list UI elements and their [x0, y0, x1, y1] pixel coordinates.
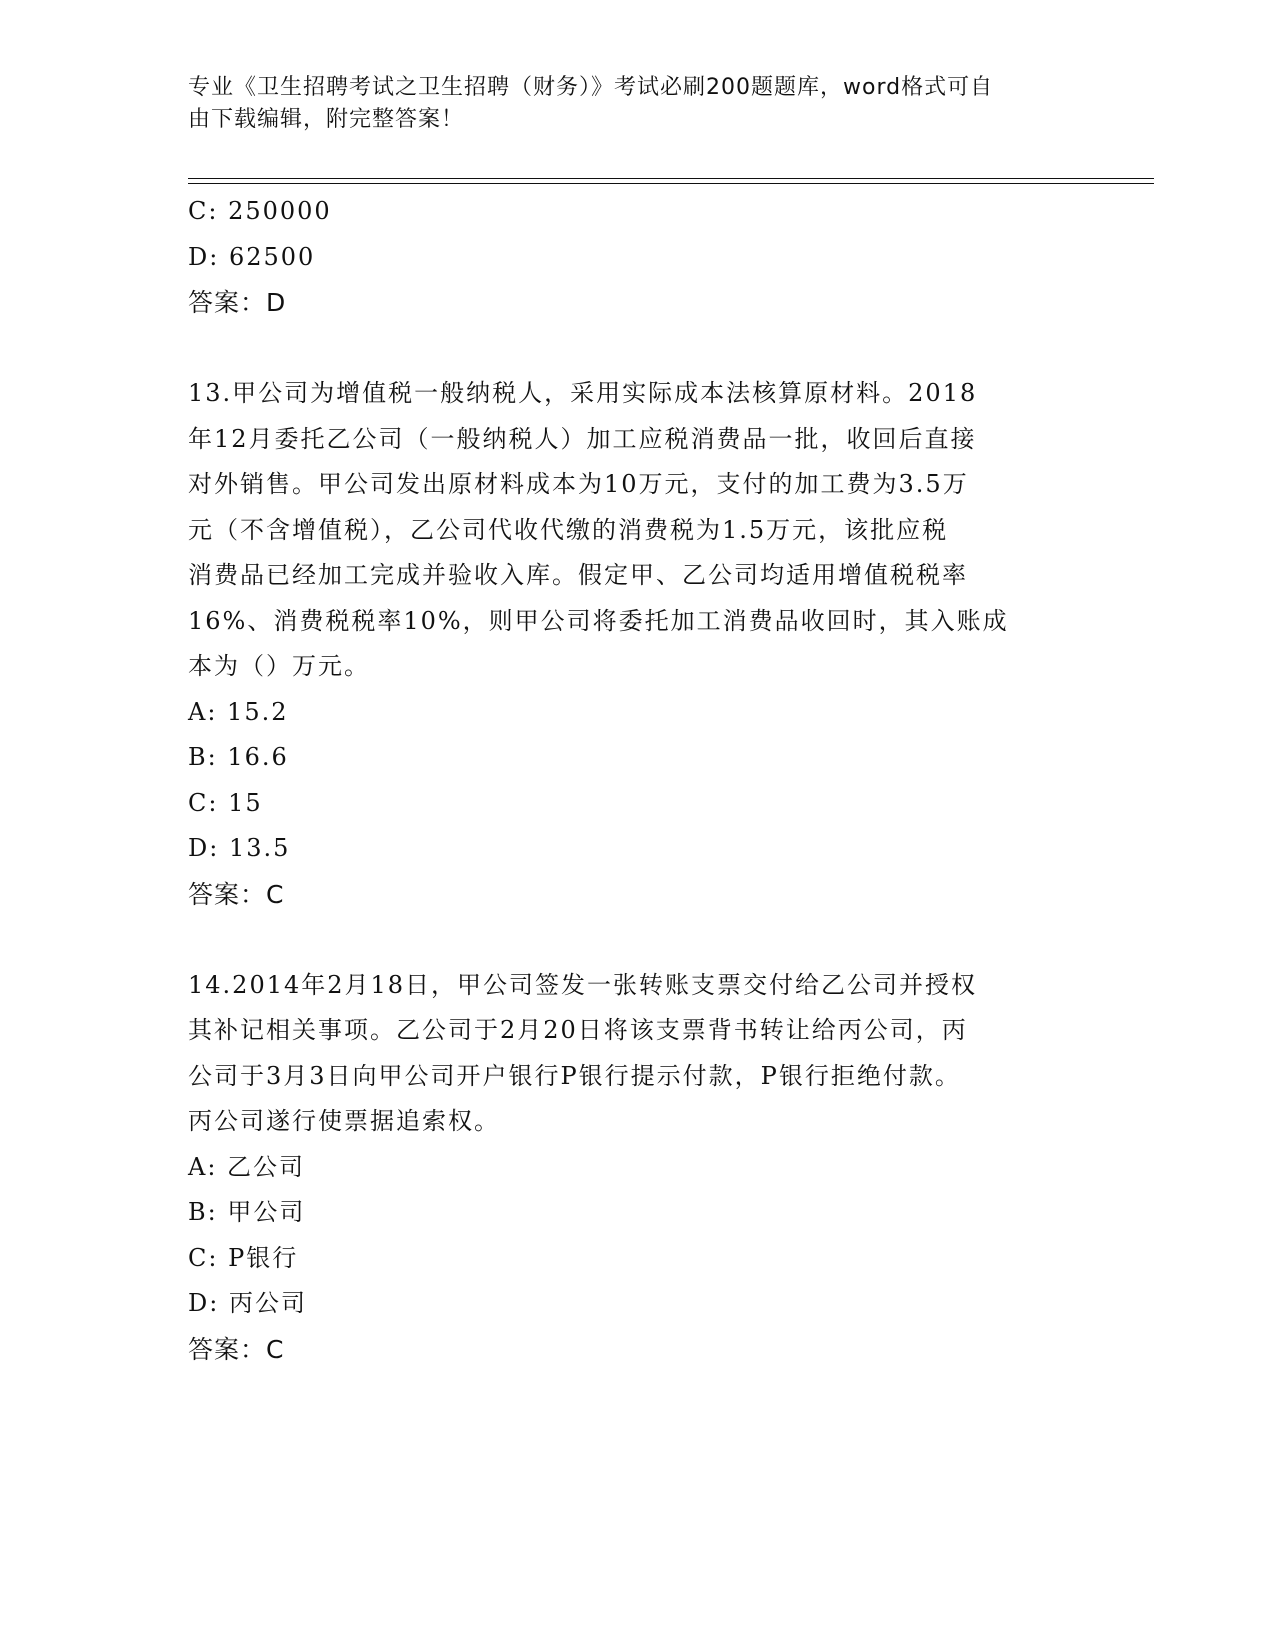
header-divider-bottom [188, 183, 1154, 184]
document-header [188, 72, 1068, 136]
header-divider-top [188, 178, 1154, 179]
answer-line: 答案：D [188, 288, 287, 317]
answer-line: 答案：C [188, 1334, 285, 1364]
question-stem-line: 14.2014年2月18日，甲公司签发一张转账支票交付给乙公司并授权 [188, 970, 978, 999]
question-stem-line: 16%、消费税税率10%，则甲公司将委托加工消费品收回时，其入账成 [188, 606, 1009, 635]
previous-question-block [188, 189, 1068, 326]
question-13-stem [188, 371, 1068, 690]
question-stem-line: 丙公司遂行使票据追索权。 [188, 1107, 500, 1135]
option-d: D: 62500 [188, 242, 316, 271]
question-stem-line: 本为（）万元。 [188, 652, 370, 680]
question-stem-line: 公司于3月3日向甲公司开户银行P银行提示付款，P银行拒绝付款。 [188, 1061, 961, 1090]
question-stem-line: 其补记相关事项。乙公司于2月20日将该支票背书转让给丙公司，丙 [188, 1016, 968, 1044]
option-b: B: 16.6 [188, 743, 289, 771]
question-14-stem [188, 963, 1068, 1145]
option-d: D: 丙公司 [188, 1289, 307, 1317]
option-c: C: P银行 [188, 1243, 299, 1272]
question-stem-line: 元（不含增值税），乙公司代收代缴的消费税为1.5万元，该批应税 [188, 515, 949, 544]
question-stem-line: 消费品已经加工完成并验收入库。假定甲、乙公司均适用增值税税率 [188, 561, 968, 589]
option-a: A: 乙公司 [188, 1152, 306, 1181]
option-c: C: 15 [188, 788, 263, 817]
question-spacer [188, 917, 1068, 963]
option-a: A: 15.2 [188, 697, 289, 726]
question-stem-line: 对外销售。甲公司发出原材料成本为10万元，支付的加工费为3.5万 [188, 470, 969, 498]
header-title-line-2: 由下载编辑，附完整答案！ [188, 107, 465, 132]
option-d: D: 13.5 [188, 834, 291, 862]
question-content [188, 189, 1068, 1372]
answer-line: 答案：C [188, 879, 285, 909]
question-spacer [188, 326, 1068, 372]
question-stem-line: 年12月委托乙公司（一般纳税人）加工应税消费品一批，收回后直接 [188, 424, 977, 453]
header-title-line-1: 专业《卫生招聘考试之卫生招聘（财务）》考试必刷200题题库，word格式可自 [188, 75, 994, 100]
question-stem-line: 13.甲公司为增值税一般纳税人，采用实际成本法核算原材料。2018 [188, 379, 978, 407]
question-14-block [188, 963, 1068, 1373]
question-13-block [188, 371, 1068, 917]
option-b: B: 甲公司 [188, 1198, 306, 1226]
option-c: C: 250000 [188, 197, 332, 225]
